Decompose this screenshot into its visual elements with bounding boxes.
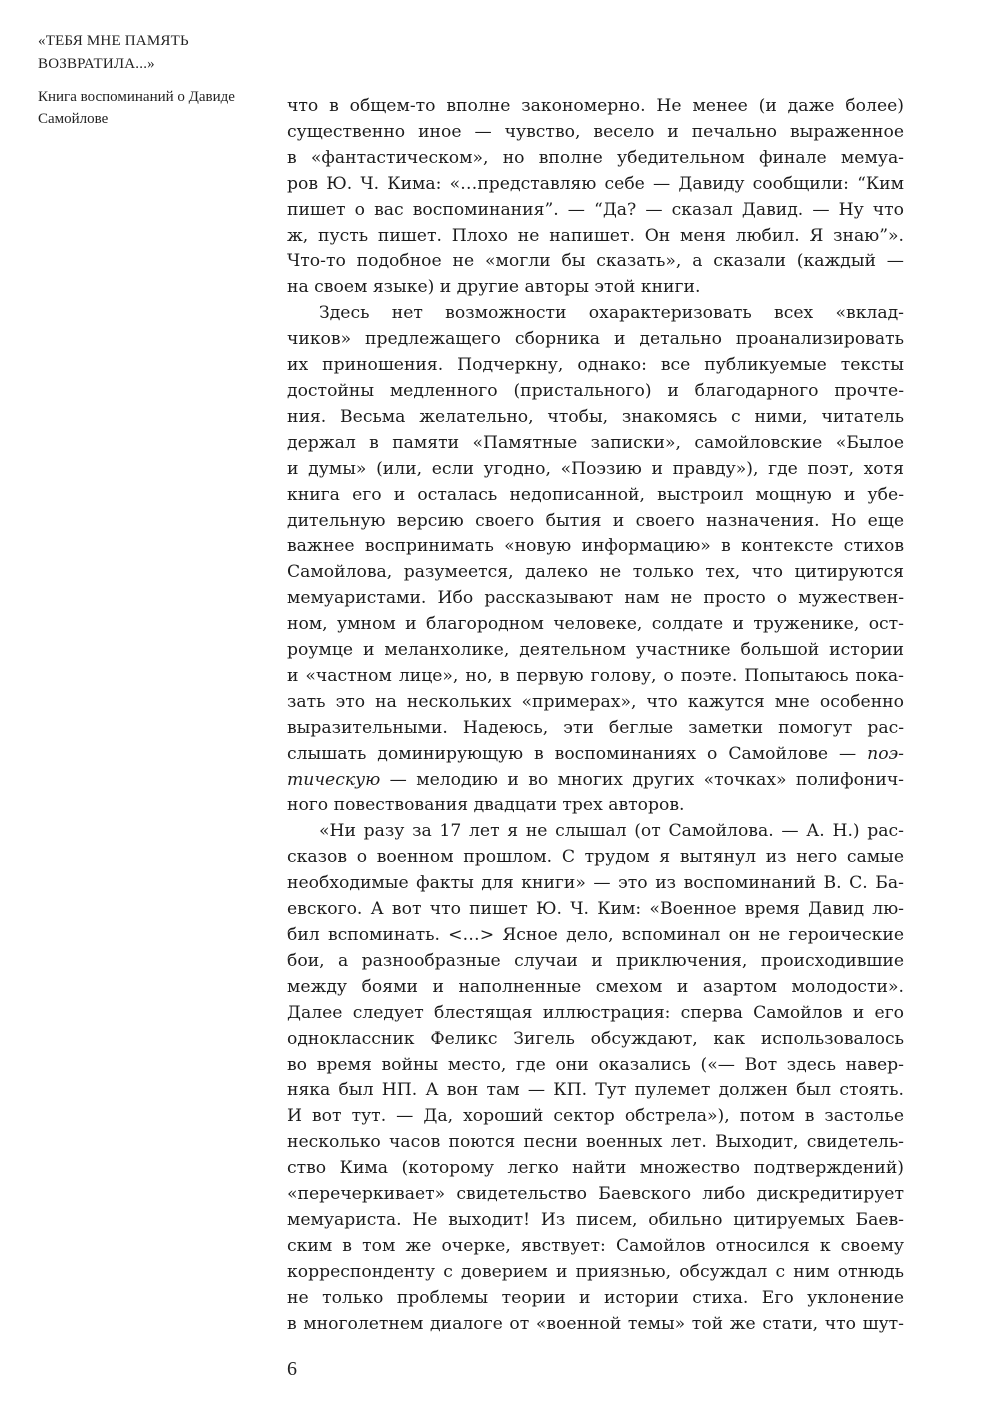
text-line: во время войны место, где они оказались («— Вот здесь навер- bbox=[287, 1054, 904, 1075]
text-line: «Ни разу за 17 лет я не слышал (от Самойлова. — А. Н.) рас- bbox=[319, 821, 904, 842]
text-line: мемуариста. Не выходит! Из писем, обильно цитируемых Баев- bbox=[287, 1209, 904, 1230]
text-line: не только проблемы теории и истории стиха. Его уклонение bbox=[287, 1287, 904, 1308]
text-line: сказов о военном прошлом. С трудом я вытянул из него самые bbox=[287, 847, 904, 868]
text-line: важнее воспринимать «новую информацию» в контексте стихов bbox=[287, 536, 904, 557]
text-line: одноклассник Феликс Зигель обсуждают, как использовалось bbox=[287, 1028, 904, 1049]
text-line: ного повествования двадцати трех авторов. bbox=[287, 795, 685, 816]
paragraph-3 bbox=[287, 819, 904, 1337]
text-line: в многолетнем диалоге от «военной темы» той же стати, что шут- bbox=[287, 1313, 904, 1334]
text-line: Здесь нет возможности охарактеризовать всех «вклад- bbox=[319, 303, 904, 324]
text-line: Самойлова, разумеется, далеко не только тех, что цитируются bbox=[287, 562, 904, 583]
text-line: их приношения. Подчеркну, однако: все публикуемые тексты bbox=[287, 355, 904, 376]
paragraph-1 bbox=[287, 94, 904, 301]
text-line: няка был НП. А вон там — КП. Тут пулемет должен был стоять. bbox=[287, 1080, 904, 1101]
text-line: И вот тут. — Да, хороший сектор обстрела»), потом в застолье bbox=[287, 1106, 904, 1127]
text-line: существенно иное — чувство, весело и печально выраженное bbox=[287, 121, 904, 142]
text-line: выразительными. Надеюсь, эти беглые заметки помогут рас- bbox=[287, 717, 904, 738]
text-line: корреспонденту с доверием и приязнью, обсуждал с ним отнюдь bbox=[287, 1261, 904, 1282]
text-line: роумце и меланхолике, деятельном участнике большой истории bbox=[287, 640, 904, 661]
text-line: ном, умном и благородном человеке, солдате и труженике, ост- bbox=[287, 614, 904, 635]
text-line: тическую — мелодию и во многих других «точках» полифонич- bbox=[287, 769, 904, 790]
text-line: «перечеркивает» свидетельство Баевского либо дискредитирует bbox=[287, 1184, 904, 1205]
text-line: достойны медленного (пристального) и благодарного прочте- bbox=[287, 380, 904, 401]
text-line: между боями и наполненные смехом и азартом молодости». bbox=[287, 976, 904, 997]
text-line: пишет о вас воспоминания”. — “Да? — сказал Давид. — Ну что bbox=[287, 199, 904, 220]
text-line: евского. А вот что пишет Ю. Ч. Ким: «Военное время Давид лю- bbox=[287, 899, 904, 920]
text-line: ров Ю. Ч. Кима: «…представляю себе — Давиду сообщили: “Ким bbox=[287, 173, 904, 194]
text-line: ским в том же очерке, явствует: Самойлов относился к своему bbox=[287, 1235, 904, 1256]
page-number: 6 bbox=[287, 1358, 297, 1380]
text-line: ство Кима (которому легко найти множество подтверждений) bbox=[287, 1158, 904, 1179]
text-line: книга его и осталась недописанной, выстроил мощную и убе- bbox=[287, 484, 904, 505]
book-subtitle: Книга воспоминаний о Давиде Самойлове bbox=[38, 89, 235, 127]
text-line: бои, а разнообразные случаи и приключения, происходившие bbox=[287, 950, 904, 971]
main-text bbox=[287, 94, 904, 1338]
text-line: и думы» (или, если угодно, «Поэзию и правду»), где поэт, хотя bbox=[287, 458, 904, 479]
text-line: мемуаристами. Ибо рассказывают нам не просто о мужествен- bbox=[287, 588, 904, 609]
running-header bbox=[38, 30, 238, 130]
text-line: что в общем-то вполне закономерно. Не менее (и даже более) bbox=[287, 96, 904, 116]
text-line: и «частном лице», но, в первую голову, о поэте. Попытаюсь пока- bbox=[287, 665, 904, 686]
text-line: бил вспоминать. <…> Ясное дело, вспоминал он не героические bbox=[287, 925, 904, 945]
text-line: необходимые факты для книги» — это из воспоминаний В. С. Ба- bbox=[287, 873, 904, 894]
text-line: ж, пусть пишет. Плохо не напишет. Он меня любил. Я знаю”». bbox=[287, 225, 904, 246]
text-line: слышать доминирующую в воспоминаниях о Самойлове — поэ- bbox=[287, 743, 904, 764]
text-line: в «фантастическом», но вполне убедительном финале мемуа- bbox=[287, 147, 904, 168]
text-line: держал в памяти «Памятные записки», самойловские «Былое bbox=[287, 432, 904, 453]
text-line: ния. Весьма желательно, чтобы, знакомясь с ними, читатель bbox=[287, 406, 904, 427]
text-line: несколько часов поются песни военных лет. Выходит, свидетель- bbox=[287, 1132, 904, 1153]
text-line: Что-то подобное не «могли бы сказать», а сказали (каждый — bbox=[287, 251, 904, 272]
text-line: дительную версию своего бытия и своего назначения. Но еще bbox=[287, 510, 904, 531]
text-line: чиков» предлежащего сборника и детально проанализировать bbox=[287, 329, 904, 350]
text-line: Далее следует блестящая иллюстрация: сперва Самойлов и его bbox=[287, 1002, 904, 1023]
text-line: зать это на нескольких «примерах», что кажутся мне особенно bbox=[287, 691, 904, 712]
text-line: на своем языке) и другие авторы этой книги. bbox=[287, 277, 701, 298]
paragraph-2 bbox=[287, 301, 904, 819]
book-title: «ТЕБЯ МНЕ ПАМЯТЬ ВОЗВРАТИЛА...» bbox=[38, 33, 189, 72]
